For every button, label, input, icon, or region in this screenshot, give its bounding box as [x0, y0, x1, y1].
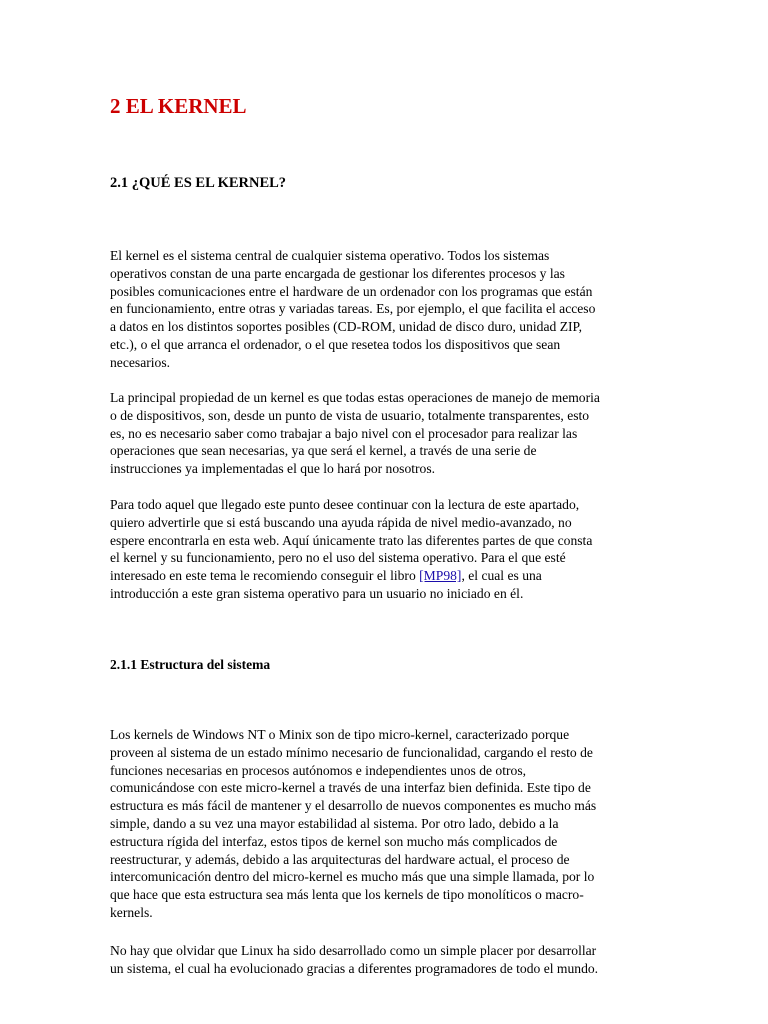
paragraph-line: quiero advertirle que si está buscando una ayuda rápida de nivel medio-avanzado, no	[110, 514, 572, 530]
paragraph-line: El kernel es el sistema central de cualquier sistema operativo. Todos los sistemas	[110, 248, 550, 263]
paragraph-line-with-link	[110, 567, 592, 585]
paragraph-line: simple, dando a su vez una mayor estabilidad al sistema. Por otro lado, debido a la	[110, 815, 559, 831]
paragraph-line: funciones necesarias en procesos autónomos e independientes unos de otros,	[110, 762, 527, 778]
paragraph-line: intercomunicación dentro del micro-kernel es mucho más que una simple llamada, por lo	[110, 869, 595, 885]
paragraph-line: Los kernels de Windows NT o Minix son de tipo micro-kernel, caracterizado porque	[110, 727, 570, 742]
paragraph-4	[110, 726, 596, 922]
chapter-title: 2 EL KERNEL	[110, 94, 247, 118]
paragraph-line: La principal propiedad de un kernel es que todas estas operaciones de manejo de memoria	[110, 390, 600, 405]
paragraph-line: posibles comunicaciones entre el hardware de un ordenador con los programas que están	[110, 283, 593, 299]
paragraph-line: kernels.	[110, 904, 153, 920]
paragraph-5	[110, 942, 598, 978]
paragraph-3	[110, 496, 592, 603]
paragraph-line: necesarios.	[110, 354, 171, 370]
paragraph-text: , el cual es una	[461, 568, 542, 584]
paragraph-line: operativos constan de una parte encargada de gestionar los diferentes procesos y las	[110, 265, 565, 281]
paragraph-line: comunicándose con este micro-kernel a través de una interfaz bien definida. Este tipo de	[110, 780, 591, 796]
paragraph-line: introducción a este gran sistema operativo para un usuario no iniciado en él.	[110, 585, 524, 601]
paragraph-1	[110, 247, 595, 372]
paragraph-line: que hace que esta estructura sea más lenta que los kernels de tipo monolíticos o macro-	[110, 887, 584, 903]
paragraph-2	[110, 389, 600, 478]
paragraph-line: proveen al sistema de un estado mínimo necesario de funcionalidad, cargando el resto de	[110, 744, 593, 760]
paragraph-line: a datos en los distintos soportes posibles (CD-ROM, unidad de disco duro, unidad ZIP,	[110, 319, 582, 335]
paragraph-line: el kernel y su funcionamiento, pero no el uso del sistema operativo. Para el que esté	[110, 550, 566, 566]
paragraph-text: interesado en este tema le recomiendo conseguir el libro	[110, 568, 420, 584]
paragraph-line: No hay que olvidar que Linux ha sido desarrollado como un simple placer por desarrollar	[110, 943, 597, 958]
paragraph-line: estructura es más fácil de mantener y el desarrollo de nuevos componentes es mucho más	[110, 798, 597, 814]
paragraph-line: instrucciones ya implementadas el que lo hará por nosotros.	[110, 461, 436, 477]
paragraph-line: etc.), o el que arranca el ordenador, o el que resetea todos los dispositivos que sean	[110, 336, 561, 352]
section-title: 2.1 ¿QUÉ ES EL KERNEL?	[110, 175, 287, 191]
paragraph-line: reestructurar, y además, debido a las arquitecturas del hardware actual, el proceso de	[110, 851, 570, 867]
paragraph-line: en funcionamiento, entre otras y variadas tareas. Es, por ejemplo, el que facilita el acceso	[110, 301, 596, 317]
reference-link-mp98[interactable]: [MP98]	[419, 568, 462, 584]
paragraph-line: operaciones que sean necesarias, ya que será el kernel, a través de una serie de	[110, 443, 537, 459]
paragraph-line: estructura rígida del interfaz, estos tipos de kernel son mucho más complicados de	[110, 833, 558, 849]
paragraph-line: espere encontrarla en esta web. Aquí únicamente trato las diferentes partes de que consta	[110, 532, 593, 548]
paragraph-line: es, no es necesario saber como trabajar a bajo nivel con el procesador para realizar las	[110, 425, 578, 441]
paragraph-line: o de dispositivos, son, desde un punto de vista de usuario, totalmente transparentes, esto	[110, 407, 590, 423]
paragraph-line: Para todo aquel que llegado este punto desee continuar con la lectura de este apartado,	[110, 497, 580, 512]
paragraph-line: un sistema, el cual ha evolucionado gracias a diferentes programadores de todo el mundo.	[110, 960, 599, 976]
subsection-title: 2.1.1 Estructura del sistema	[110, 657, 271, 672]
